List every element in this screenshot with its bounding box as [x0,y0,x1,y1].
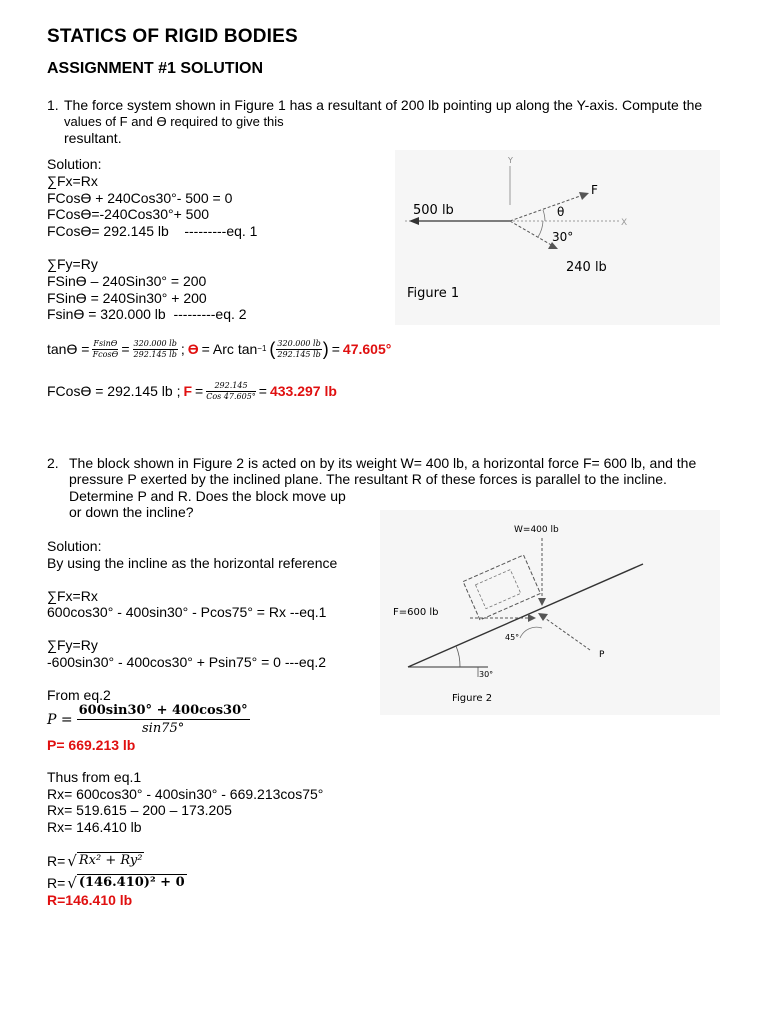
p-result: P= 669.213 lb [47,737,136,753]
p2-fx-equation: 600cos30° - 400sin30° - Pcos75° = Rx --eq.1 [47,604,327,620]
p1-step-sum-fy: ∑Fy=Ry [47,256,98,272]
tan-separator: ; [180,340,185,357]
tan-lead: tanϴ = [47,340,90,357]
problem2-solution-label: Solution: [47,538,102,554]
f-fraction [206,381,256,402]
f-lead: FCosϴ = 292.145 lb ; [47,382,181,399]
p1-step-eq1: FCosϴ= 292.145 lb ---------eq. 1 [47,223,258,239]
problem2-line3: Determine P and R. Does the block move up [69,488,346,504]
arc-frac-den: 292.145 lb [277,349,321,359]
problem1-line2: values of F and ϴ required to give this [64,114,284,129]
arc-tan-superscript: −1 [257,343,267,353]
problem2-line2: pressure P exerted by the inclined plane. The resultant R of these forces is parallel to the incline. [69,471,667,487]
tan-fraction-1 [92,339,118,360]
p2-fy-equation: -600sin30° - 400cos30° + Psin75° = 0 ---eq.2 [47,654,327,670]
assignment-subtitle: ASSIGNMENT #1 SOLUTION [47,60,264,77]
fig1-240-label: 240 lb [566,260,607,275]
p1-step-sum-fx: ∑Fx=Rx [47,173,98,189]
fig1-y-label: Y [508,156,513,165]
problem2-line1: The block shown in Figure 2 is acted on by its weight W= 400 lb, a horizontal force F= 600 lb, and the [69,455,697,471]
fig1-theta-label: θ [557,205,565,219]
fig1-caption: Figure 1 [407,286,460,301]
arc-tan-text: = Arc tan [201,340,258,357]
r-sub-lead: R= [47,874,66,891]
tan-frac2-num: 320.000 lb [133,338,177,348]
f-equals-2: = [258,382,267,399]
fig1-x-label: X [621,218,628,228]
p2-sum-fx: ∑Fx=Rx [47,588,98,604]
rx-line-2: Rx= 519.615 – 200 – 173.205 [47,802,232,818]
p-fraction [77,702,250,737]
problem1-line1: The force system shown in Figure 1 has a resultant of 200 lb pointing up along the Y-axis. Compute the [64,97,703,113]
p-numerator: 600sin30° + 400cos30° [78,703,248,718]
tan-equals: = [121,340,130,357]
tan-fraction-2 [133,339,178,360]
arc-frac-num: 320.000 lb [277,338,321,348]
p1-step-fx-eq: FCosϴ + 240Cos30°- 500 = 0 [47,190,233,206]
problem2-reference-note: By using the incline as the horizontal reference [47,555,338,571]
figure1-diagram [395,150,720,325]
fig2-45-label: 45° [505,633,520,642]
p1-f-line [47,378,337,404]
problem1-number: 1. [47,97,59,113]
p2-p-formula [47,702,250,737]
f-label: F [183,382,193,399]
arc-equals: = [331,340,340,357]
f-result: 433.297 lb [269,382,337,399]
fig1-500-label: 500 lb [413,203,454,218]
p2-thus-from-eq1: Thus from eq.1 [47,769,142,785]
arc-tan-fraction [276,339,321,360]
fig2-p-label: P [599,650,605,660]
fig2-caption: Figure 2 [452,693,493,704]
problem2-number: 2. [47,455,59,471]
r-formula-lead: R= [47,852,66,869]
figure2-diagram [380,510,720,715]
fig2-30-label: 30° [479,670,494,679]
theta-result: 47.605° [342,340,392,357]
fig2-w-label: W=400 lb [514,525,559,535]
tan-frac1-den: Fcosϴ [92,349,119,359]
p1-step-fcos: FCosϴ=-240Cos30°+ 500 [47,206,210,222]
f-frac-den: Cos 47.605° [206,391,256,401]
fig1-f-label: F [591,183,598,197]
rx-line-1: Rx= 600cos30° - 400sin30° - 669.213cos75° [47,786,324,802]
theta-symbol: ϴ [187,340,199,357]
rx-line-3: Rx= 146.410 lb [47,819,142,835]
problem1-solution-label: Solution: [47,156,102,172]
r-formula-line: R= √ Rx² + Ry² [47,851,143,870]
document-title: STATICS OF RIGID BODIES [47,26,298,47]
r-substitution-line: R= √ (146.410)² + 0 [47,873,185,892]
p1-step-fy-eq: FSinϴ – 240Sin30° = 200 [47,273,207,289]
p1-tan-line: tanϴ = $\frac{Fsinϴ}{Fcosϴ}$ = $\frac{320.000 lb}{292.145 lb}$ ; ϴ = Arc tan −1 ( $\frac{320.000 lb}{292.145 lb}$ ) = 47.605° [47,338,392,359]
r-sub-radicand: (146.410)² + 0 [78,875,185,890]
problem2-line4: or down the incline? [69,504,194,520]
p-denominator: sin75° [141,721,185,736]
r-result: R=146.410 lb [47,892,133,908]
tan-frac2-den: 292.145 lb [133,349,177,359]
tan-frac1-num: Fsinϴ [93,338,118,348]
problem1-line3: resultant. [64,130,122,146]
p-symbol: P = [47,711,73,728]
p2-sum-fy: ∑Fy=Ry [47,637,98,653]
p1-step-fsin: FSinϴ = 240Sin30° + 200 [47,290,207,306]
fig1-30-label: 30° [552,230,574,244]
fig2-f-label: F=600 lb [393,607,439,618]
p1-step-eq2: Fsinϴ = 320.000 lb ---------eq. 2 [47,306,247,322]
f-equals: = [195,382,204,399]
r-formula-radicand: Rx² + Ry² [78,853,143,868]
p2-from-eq2: From eq.2 [47,687,111,703]
f-frac-num: 292.145 [206,381,256,392]
